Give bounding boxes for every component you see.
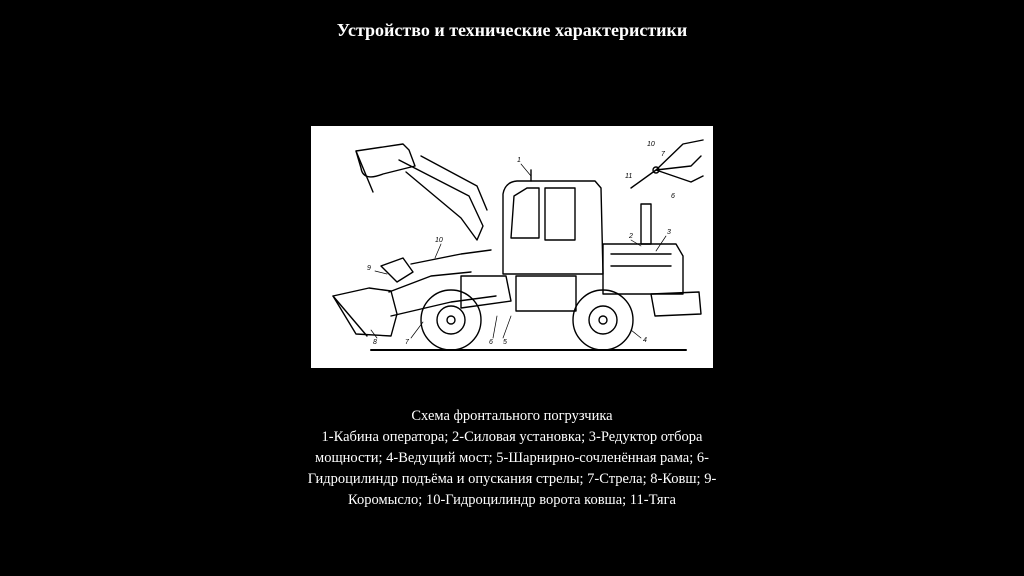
rear-wheel-axle [599,316,607,324]
rocker [381,258,413,282]
rear-counterweight [651,292,701,316]
front-wheel [421,290,481,350]
inset-callout-6: 6 [671,193,675,200]
operator-cab [503,181,603,274]
loader-diagram [311,126,713,368]
bucket-cylinder [411,250,491,264]
lowered-bucket [333,288,397,336]
transmission [516,276,576,311]
callout-4: 4 [643,337,647,344]
callout-3: 3 [667,229,671,236]
inset-callout-10: 10 [647,141,655,148]
engine-detail [611,254,671,266]
callout-2: 2 [629,233,633,240]
lift-cylinder [389,272,471,292]
callout-5: 5 [503,339,507,346]
caption-line: мощности; 4-Ведущий мост; 5-Шарнирно-сочленённая рама; 6- [315,450,709,466]
callout-1: 1 [517,157,521,164]
raised-bucket-teeth [356,151,373,192]
callout-8: 8 [373,339,377,346]
callout-6: 6 [489,339,493,346]
raised-boom-brace [421,156,487,210]
lowered-bucket-teeth [333,296,367,336]
engine-hood [603,244,683,294]
loader-drawing [311,126,713,368]
inset-callout-7: 7 [661,151,665,158]
callout-9: 9 [367,265,371,272]
caption-line: Гидроцилиндр подъёма и опускания стрелы; 7-Стрела; 8-Ковш; 9- [307,471,717,487]
slide-title: Устройство и технические характеристики [336,20,688,40]
front-wheel-hub [437,306,465,334]
cab-windshield [511,188,539,238]
raised-boom [399,160,483,240]
rear-wheel [573,290,633,350]
caption-line: Коромысло; 10-Гидроцилиндр ворота ковша; 11-Тяга [348,492,676,508]
front-frame [461,276,511,308]
callout-10: 10 [435,237,443,244]
callout-7: 7 [405,339,409,346]
cab-door [545,188,575,240]
rear-wheel-hub [589,306,617,334]
front-wheel-axle [447,316,455,324]
caption-line: Схема фронтального погрузчика [411,408,613,424]
figure-caption [262,406,762,511]
inset-linkage [631,140,703,188]
inset-callout-11: 11 [625,173,633,180]
exhaust-pipe [641,204,651,244]
caption-line: 1-Кабина оператора; 2-Силовая установка; 3-Редуктор отбора [321,429,703,445]
